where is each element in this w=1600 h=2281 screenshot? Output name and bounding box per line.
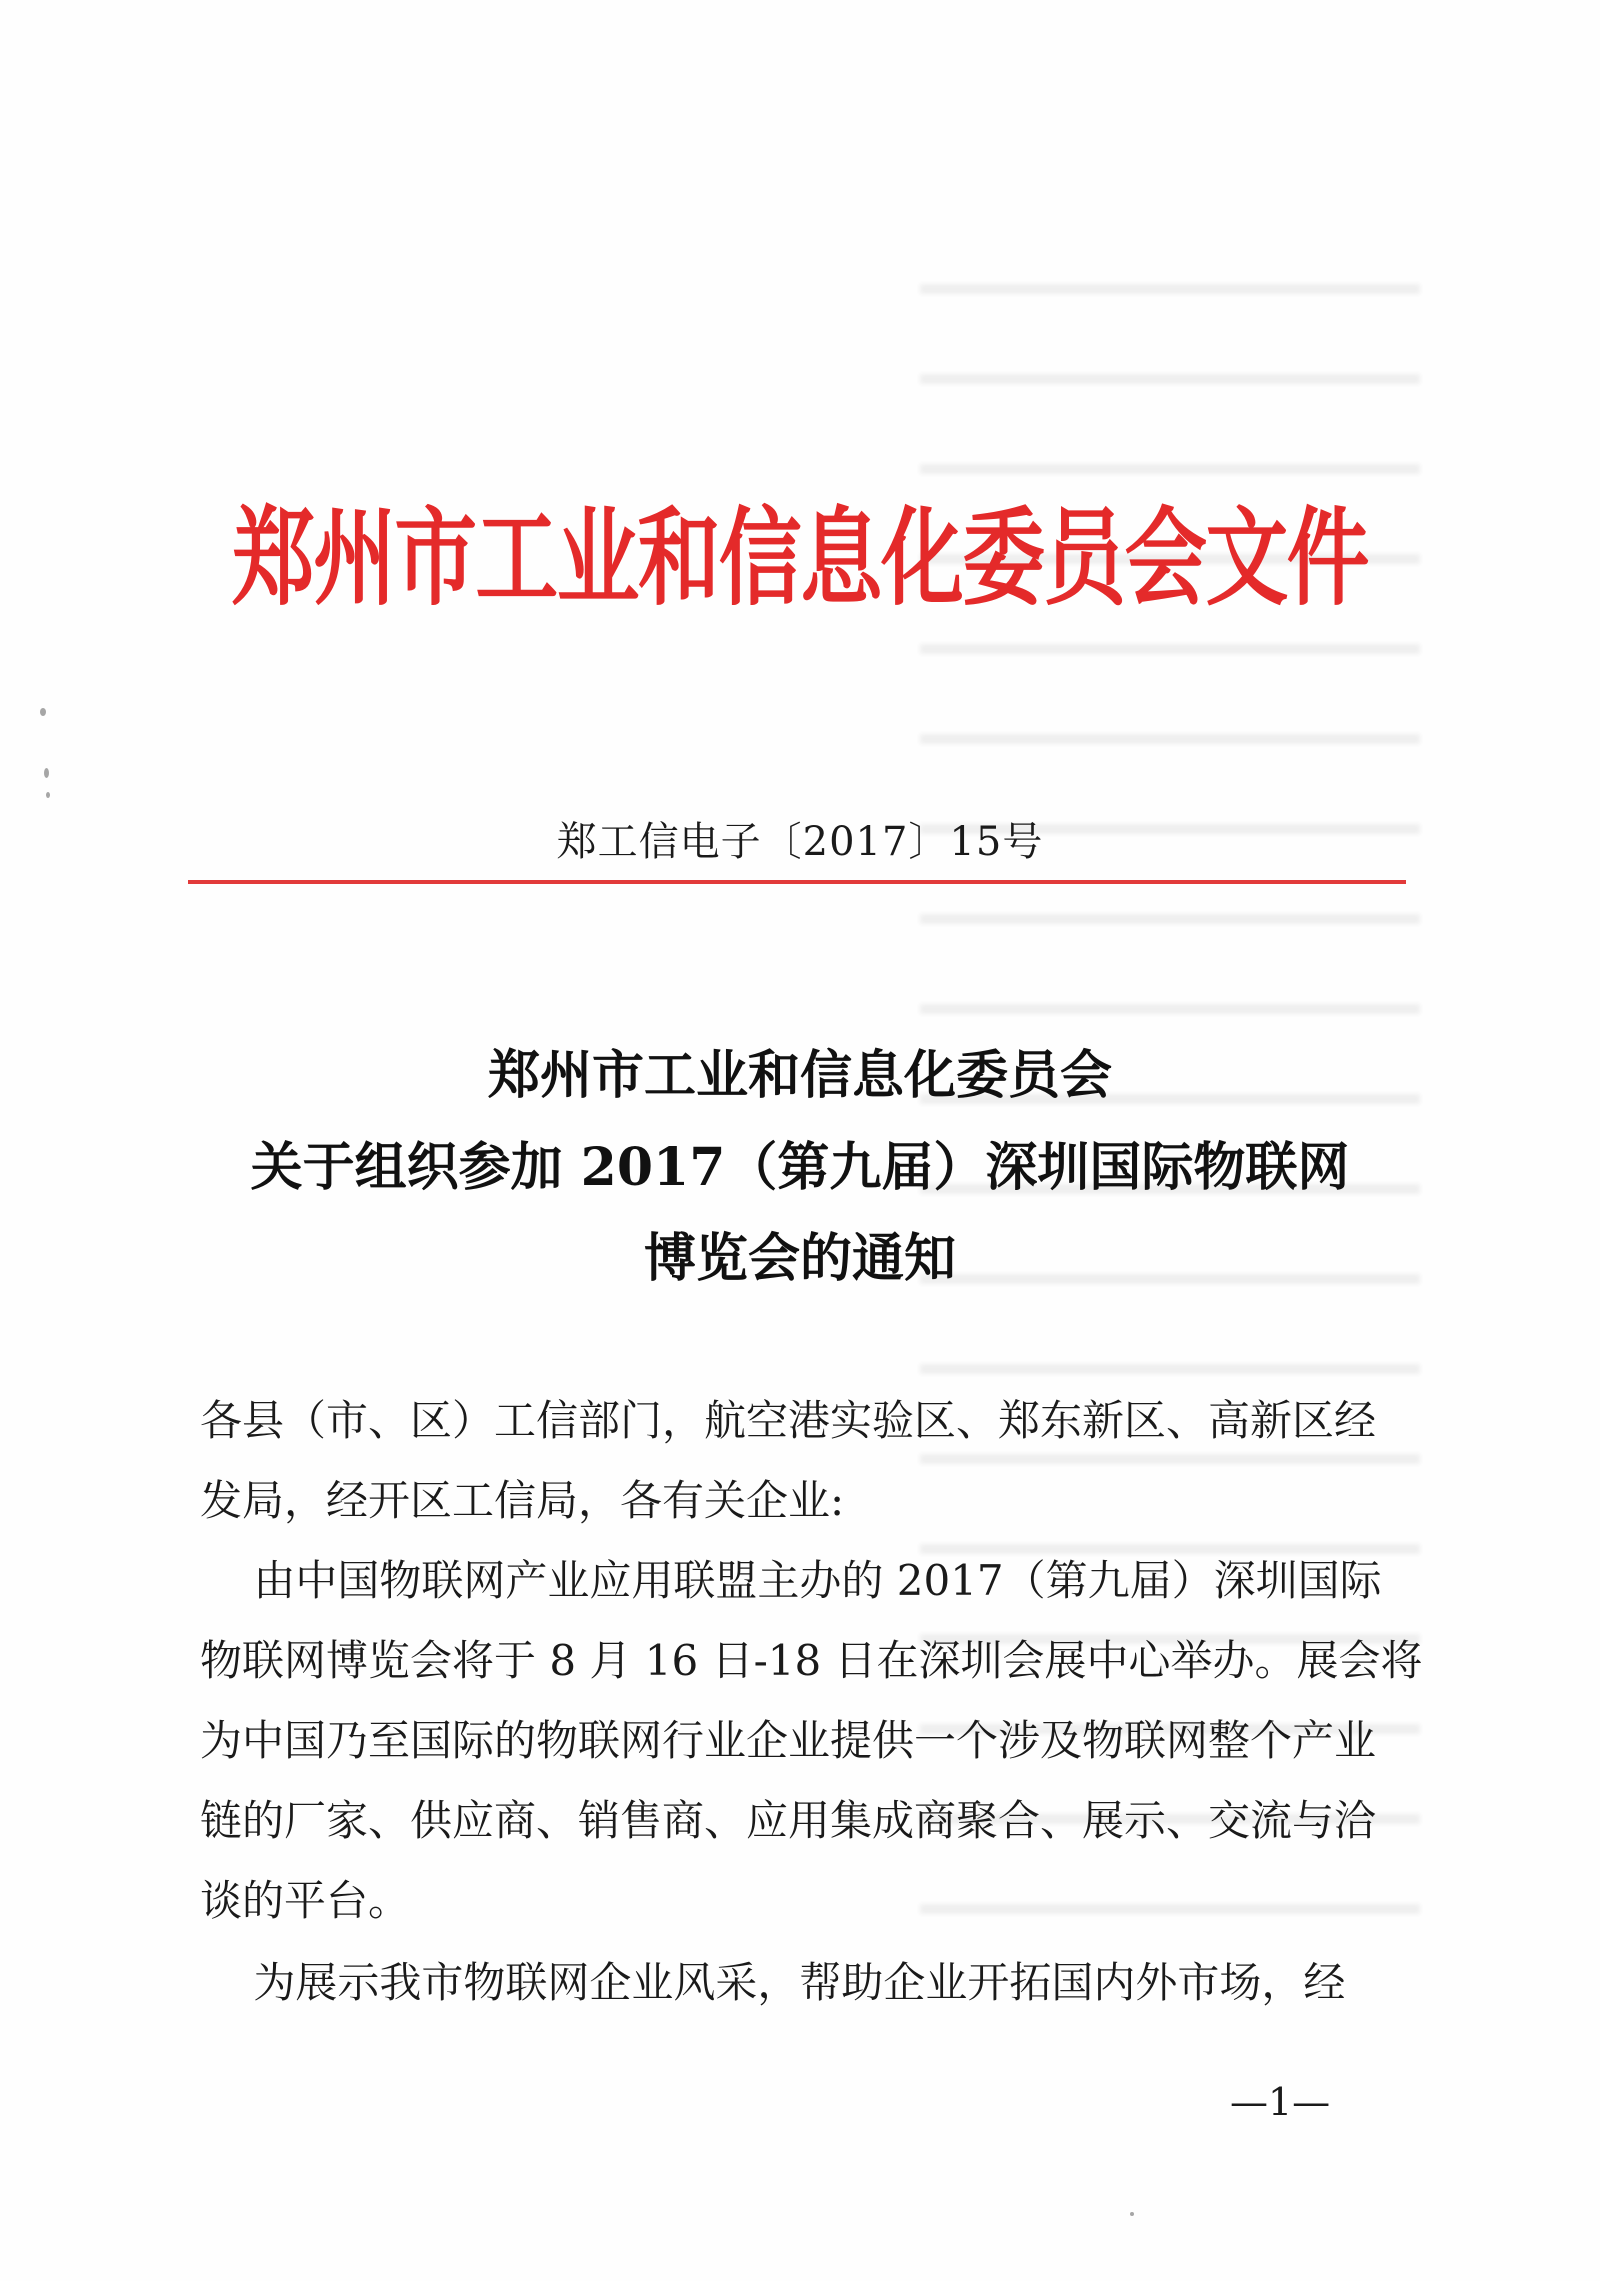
notice-title-line-2: 关于组织参加 2017（第九届）深圳国际物联网 bbox=[250, 1137, 1350, 1198]
body-line: 发局，经开区工信局，各有关企业: bbox=[200, 1476, 845, 1525]
body-line: 谈的平台。 bbox=[200, 1876, 411, 1925]
page-number: —1— bbox=[1230, 2080, 1331, 2124]
document-number: 郑工信电子〔2017〕15号 bbox=[556, 819, 1044, 865]
document-header-title: 郑州市工业和信息化委员会文件 bbox=[232, 495, 1368, 620]
body-line: 链的厂家、供应商、销售商、应用集成商聚合、展示、交流与洽 bbox=[200, 1796, 1377, 1845]
scan-speck bbox=[46, 792, 50, 798]
scan-speck bbox=[1130, 2212, 1134, 2216]
body-line: 物联网博览会将于 8 月 16 日-18 日在深圳会展中心举办。展会将 bbox=[200, 1636, 1423, 1685]
notice-title-line-3: 博览会的通知 bbox=[643, 1228, 956, 1289]
notice-title-line-1: 郑州市工业和信息化委员会 bbox=[487, 1045, 1112, 1106]
body-line: 为展示我市物联网企业风采，帮助企业开拓国内外市场，经 bbox=[200, 1958, 1346, 2007]
red-divider-line bbox=[188, 880, 1406, 884]
scan-speck bbox=[44, 768, 49, 778]
scan-speck bbox=[40, 708, 46, 716]
body-line: 由中国物联网产业应用联盟主办的 2017（第九届）深圳国际 bbox=[200, 1556, 1382, 1605]
body-line: 为中国乃至国际的物联网行业企业提供一个涉及物联网整个产业 bbox=[200, 1716, 1377, 1765]
body-line: 各县（市、区）工信部门，航空港实验区、郑东新区、高新区经 bbox=[200, 1396, 1377, 1445]
